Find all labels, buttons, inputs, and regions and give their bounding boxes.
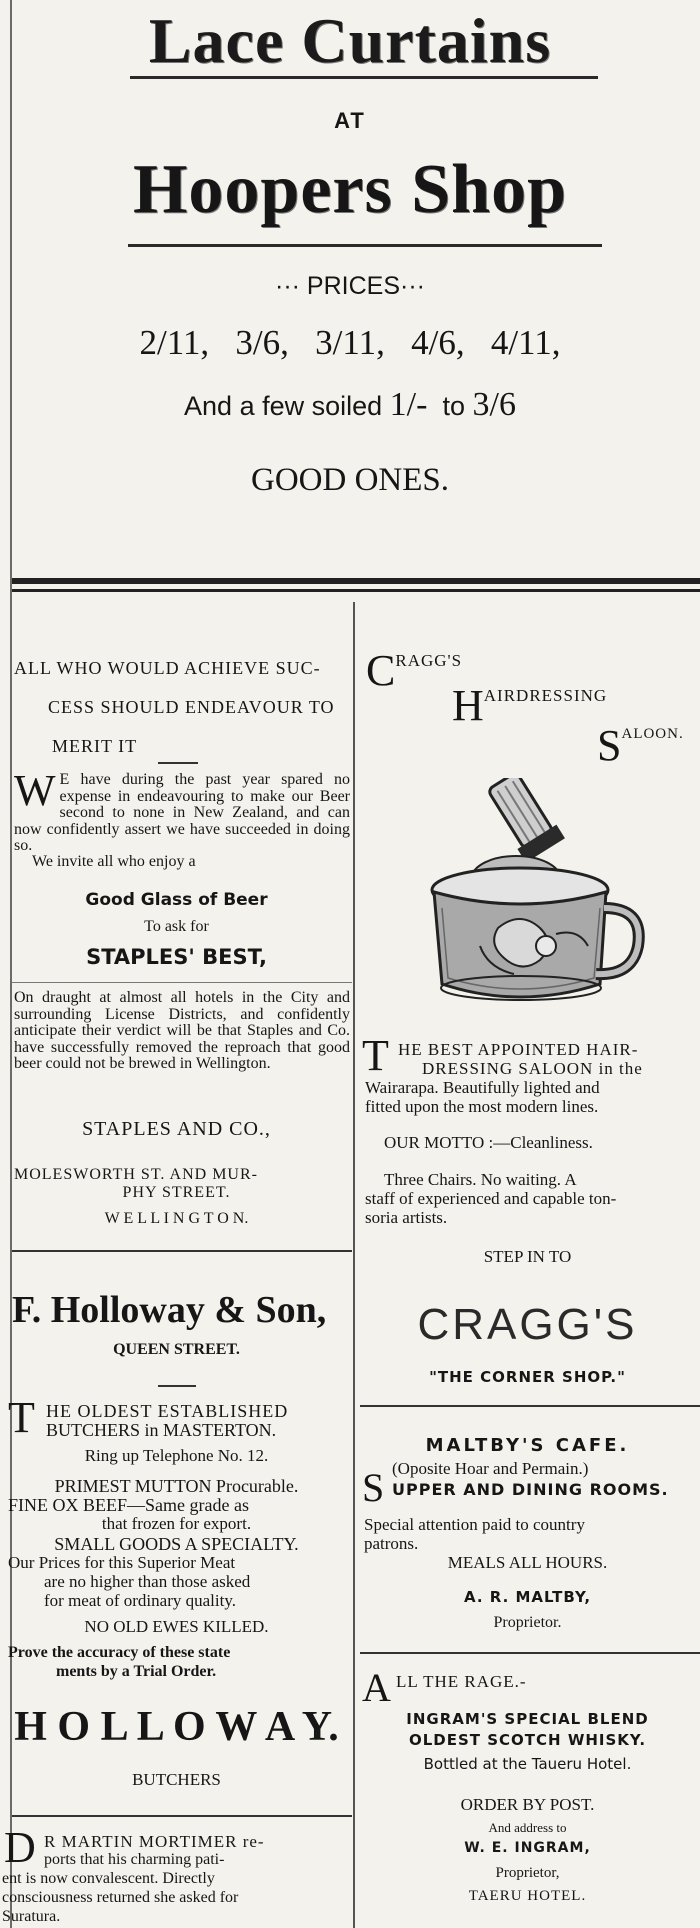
holloway-dropcap: T — [8, 1393, 35, 1442]
holloway-beef: that frozen for export. — [101, 1514, 252, 1533]
holloway-prove: ments by a Trial Order. — [56, 1663, 217, 1680]
ingram-blend: INGRAM'S SPECIAL BLEND — [406, 1710, 649, 1728]
shop-name-rule — [128, 244, 602, 247]
holloway-prices: for meat of ordinary quality. — [44, 1591, 236, 1610]
maltbys-special: patrons. — [364, 1534, 419, 1553]
section-divider-thick — [12, 578, 700, 584]
soiled-line — [0, 386, 700, 424]
maltbys-opposite: (Oposite Hoar and Permain.) — [392, 1459, 589, 1478]
price-item: 4/6, — [411, 323, 465, 362]
staples-brand: STAPLES' BEST, — [86, 945, 267, 969]
holloway-name: F. Holloway & Son, — [12, 1289, 327, 1331]
ingram-address: And address to — [488, 1820, 567, 1835]
price-list — [0, 323, 700, 363]
advert-divider — [360, 1652, 700, 1654]
staples-body-2: On draught at almost all hotels in the City and surrounding License Districts, and confidently anticipate their verdict will be that Staples and Co. have successfully removed the reproach that good beer could not be brewed in Wellington. — [14, 989, 350, 1072]
craggs-corner-shop: "THE CORNER SHOP." — [429, 1368, 626, 1386]
mortimer-dropcap: D — [4, 1823, 36, 1872]
mortimer-line: consciousness returned she asked for — [2, 1889, 239, 1906]
mortimer-line: ports that his charming pati- — [44, 1851, 225, 1868]
mortimer-line: ent is now convalescent. Directly — [2, 1870, 215, 1887]
short-rule — [158, 762, 198, 764]
craggs-motto: OUR MOTTO :—Cleanliness. — [384, 1133, 593, 1152]
holloway-trade: BUTCHERS — [132, 1770, 221, 1789]
holloway-mutton: PRIMEST MUTTON Procurable. — [54, 1476, 299, 1496]
ingram-rage: LL THE RAGE.- — [396, 1672, 527, 1691]
shop-name: Hoopers Shop — [132, 151, 568, 228]
craggs-title: CRAGG'S — [366, 646, 463, 695]
advert-headline: Lace Curtains — [148, 5, 552, 76]
maltbys-meals: MEALS ALL HOURS. — [447, 1553, 608, 1572]
mortimer-line: Suratura. — [2, 1908, 61, 1925]
soiled-high-price: 3/6 — [472, 386, 516, 423]
craggs-line: HE BEST APPOINTED HAIR- — [398, 1040, 639, 1059]
holloway-prices: Our Prices for this Superior Meat — [8, 1553, 236, 1572]
craggs-title-saloon: SALOON. — [597, 721, 684, 770]
holloway-small-goods: SMALL GOODS A SPECIALTY. — [54, 1534, 299, 1554]
thin-rule — [12, 982, 352, 983]
holloway-prove: Prove the accuracy of these state — [8, 1644, 231, 1661]
craggs-line: Wairarapa. Beautifully lighted and — [365, 1078, 600, 1097]
holloway-line: BUTCHERS in MASTERTON. — [46, 1420, 277, 1440]
soiled-to: to — [442, 391, 465, 421]
price-item: 4/11, — [490, 323, 561, 362]
section-divider-thin — [12, 589, 700, 592]
craggs-dropcap: T — [362, 1031, 389, 1080]
craggs-big-name: CRAGG'S — [417, 1300, 638, 1349]
good-glass-of-beer: Good Glass of Beer — [85, 890, 268, 910]
craggs-line: DRESSING SALOON in the — [422, 1059, 643, 1078]
holloway-street: QUEEN STREET. — [113, 1341, 240, 1358]
staples-address: PHY STREET. — [122, 1184, 231, 1201]
ingram-bottled: Bottled at the Taueru Hotel. — [423, 1755, 632, 1773]
staples-lead-line: MERIT IT — [52, 736, 138, 756]
craggs-title-hairdressing: HAIRDRESSING — [452, 681, 608, 730]
maltbys-special: Special attention paid to country — [364, 1515, 585, 1534]
advert-divider — [360, 1405, 700, 1407]
holloway-telephone: Ring up Telephone No. 12. — [84, 1446, 269, 1465]
ingram-dropcap: A — [362, 1665, 391, 1710]
staples-lead-line: CESS SHOULD ENDEAVOUR TO — [48, 697, 335, 717]
staples-body-1: W E have during the past year spared no expense in endeavouring to make our Beer second to none in New Zealand, and can now confidently assert we have succeeded in doing so. — [14, 766, 350, 854]
ask-for: To ask for — [144, 918, 209, 935]
maltbys-dropcap: S — [362, 1465, 385, 1510]
soiled-low-price: 1/- — [389, 386, 428, 423]
craggs-step-in: STEP IN TO — [483, 1247, 572, 1266]
holloway-big-name: H O L L O W A Y. — [14, 1704, 339, 1750]
advert-divider — [12, 1250, 352, 1252]
advert-divider — [12, 1815, 352, 1817]
price-item: 3/6, — [235, 323, 289, 362]
soiled-prefix: And a few soiled — [184, 391, 383, 421]
craggs-chairs: soria artists. — [365, 1208, 448, 1227]
staples-invite: We invite all who enjoy a — [32, 853, 196, 870]
holloway-line: HE OLDEST ESTABLISHED — [46, 1401, 289, 1421]
staples-company: STAPLES AND CO., — [82, 1118, 271, 1140]
staples-lead-line: ALL WHO WOULD ACHIEVE SUC- — [14, 658, 321, 678]
ingram-order: ORDER BY POST. — [460, 1795, 595, 1814]
holloway-ewes: NO OLD EWES KILLED. — [84, 1617, 269, 1636]
prices-heading: ··· PRICES··· — [275, 272, 425, 300]
ingram-owner: W. E. INGRAM, — [464, 1840, 591, 1856]
shaving-mug-illustration — [428, 778, 648, 1006]
staples-address: MOLESWORTH ST. AND MUR- — [14, 1166, 258, 1183]
ingram-proprietor: Proprietor, — [495, 1865, 560, 1881]
price-item: 3/11, — [315, 323, 385, 362]
maltbys-proprietor: Proprietor. — [493, 1614, 562, 1631]
headline-rule — [130, 76, 598, 79]
staples-city: W E L L I N G T O N. — [104, 1210, 249, 1227]
maltbys-owner: A. R. MALTBY, — [463, 1588, 592, 1606]
craggs-line: fitted upon the most modern lines. — [365, 1097, 599, 1116]
staples-dropcap: W — [14, 766, 56, 815]
mortimer-line: R MARTIN MORTIMER re- — [44, 1832, 265, 1851]
good-ones: GOOD ONES. — [251, 462, 449, 498]
advert-at: AT — [334, 108, 366, 133]
maltbys-supper: UPPER AND DINING ROOMS. — [392, 1480, 669, 1499]
ingram-whisky: OLDEST SCOTCH WHISKY. — [408, 1731, 647, 1749]
ingram-hotel: TAERU HOTEL. — [468, 1888, 587, 1904]
holloway-prices: are no higher than those asked — [44, 1572, 251, 1591]
short-rule — [158, 1385, 196, 1387]
craggs-chairs: Three Chairs. No waiting. A — [384, 1170, 577, 1189]
maltbys-title: MALTBY'S CAFE. — [425, 1435, 630, 1456]
craggs-chairs: staff of experienced and capable ton- — [365, 1189, 617, 1208]
price-item: 2/11, — [139, 323, 210, 362]
holloway-beef: FINE OX BEEF—Same grade as — [8, 1495, 249, 1515]
